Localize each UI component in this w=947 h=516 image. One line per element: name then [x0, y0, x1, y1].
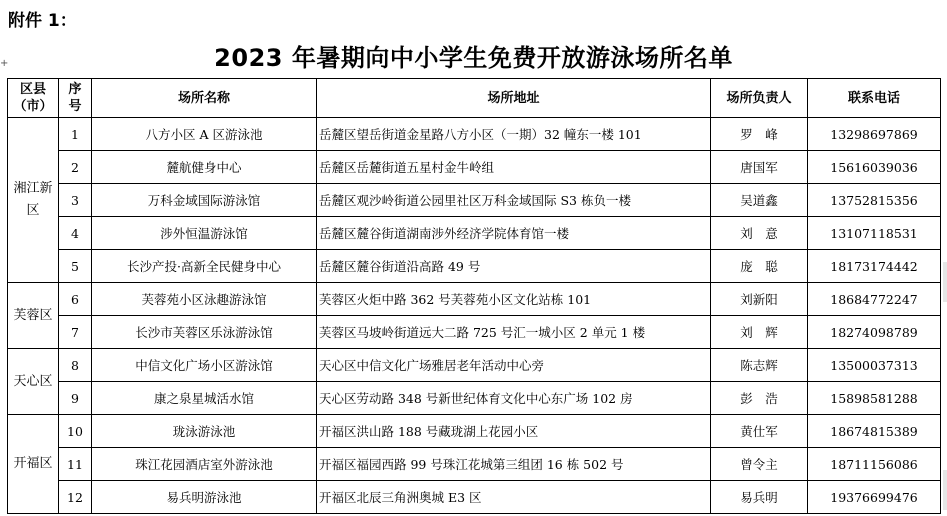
- venue-address: 开福区洪山路 188 号藏珑湖上花园小区: [317, 415, 711, 448]
- table-row: [8, 250, 941, 283]
- venue-name: 涉外恒温游泳馆: [92, 217, 317, 250]
- venue-address: 芙蓉区马坡岭街道远大二路 725 号汇一城小区 2 单元 1 楼: [317, 316, 711, 349]
- table-row: [8, 382, 941, 415]
- district-cell: 湘江新区: [8, 118, 59, 283]
- venue-name: 芙蓉苑小区泳趣游泳馆: [92, 283, 317, 316]
- row-number: 5: [59, 250, 92, 283]
- venue-phone: 15616039036: [808, 151, 941, 184]
- venue-manager: 刘新阳: [711, 283, 808, 316]
- venue-manager: 罗 峰: [711, 118, 808, 151]
- venue-address: 岳麓区望岳街道金星路八方小区（一期）32 幢东一楼 101: [317, 118, 711, 151]
- venue-manager: 易兵明: [711, 481, 808, 514]
- venue-manager: 刘 意: [711, 217, 808, 250]
- document-title: 2023 年暑期向中小学生免费开放游泳场所名单: [214, 44, 733, 72]
- venue-phone: 19376699476: [808, 481, 941, 514]
- page-edge-mark: [943, 470, 947, 510]
- venue-phone: 18684772247: [808, 283, 941, 316]
- row-number: 2: [59, 151, 92, 184]
- header-row: [8, 79, 941, 118]
- row-number: 1: [59, 118, 92, 151]
- venue-address: 天心区中信文化广场雅居老年活动中心旁: [317, 349, 711, 382]
- venue-phone: 13500037313: [808, 349, 941, 382]
- venue-address: 岳麓区麓谷街道湖南涉外经济学院体育馆一楼: [317, 217, 711, 250]
- header-manager: 场所负责人: [711, 79, 808, 118]
- district-cell: 芙蓉区: [8, 283, 59, 349]
- header-number: 序号: [59, 79, 92, 118]
- venue-phone: 18173174442: [808, 250, 941, 283]
- venue-name: 中信文化广场小区游泳馆: [92, 349, 317, 382]
- venue-phone: 13107118531: [808, 217, 941, 250]
- row-number: 12: [59, 481, 92, 514]
- row-number: 4: [59, 217, 92, 250]
- row-number: 7: [59, 316, 92, 349]
- venue-address: 岳麓区岳麓街道五星村金牛岭组: [317, 151, 711, 184]
- venue-manager: 吴道鑫: [711, 184, 808, 217]
- table-row: [8, 481, 941, 514]
- venue-manager: 刘 辉: [711, 316, 808, 349]
- venue-address: 岳麓区观沙岭街道公园里社区万科金域国际 S3 栋负一楼: [317, 184, 711, 217]
- header-venue-name: 场所名称: [92, 79, 317, 118]
- venue-manager: 曾令主: [711, 448, 808, 481]
- table-row: [8, 283, 941, 316]
- venue-name: 万科金域国际游泳馆: [92, 184, 317, 217]
- table-row: [8, 316, 941, 349]
- table-row: [8, 151, 941, 184]
- row-number: 10: [59, 415, 92, 448]
- venue-address: 芙蓉区火炬中路 362 号芙蓉苑小区文化站栋 101: [317, 283, 711, 316]
- venue-phone: 18711156086: [808, 448, 941, 481]
- header-district: 区县（市）: [8, 79, 59, 118]
- header-phone: 联系电话: [808, 79, 941, 118]
- venue-address: 岳麓区麓谷街道沿高路 49 号: [317, 250, 711, 283]
- district-cell: 天心区: [8, 349, 59, 415]
- venue-name: 麓航健身中心: [92, 151, 317, 184]
- venue-name: 长沙产投·高新全民健身中心: [92, 250, 317, 283]
- venue-manager: 彭 浩: [711, 382, 808, 415]
- venue-name: 珑泳游泳池: [92, 415, 317, 448]
- venue-manager: 唐国军: [711, 151, 808, 184]
- row-number: 6: [59, 283, 92, 316]
- venue-name: 康之泉星城活水馆: [92, 382, 317, 415]
- venue-address: 天心区劳动路 348 号新世纪体育文化中心东广场 102 房: [317, 382, 711, 415]
- attachment-label: 附件 1：: [8, 11, 77, 31]
- venue-name: 易兵明游泳池: [92, 481, 317, 514]
- table-row: [8, 415, 941, 448]
- row-number: 11: [59, 448, 92, 481]
- venue-name: 长沙市芙蓉区乐泳游泳馆: [92, 316, 317, 349]
- venue-address: 开福区福园西路 99 号珠江花城第三组团 16 栋 502 号: [317, 448, 711, 481]
- venue-phone: 13752815356: [808, 184, 941, 217]
- table-row: [8, 349, 941, 382]
- venue-phone: 15898581288: [808, 382, 941, 415]
- table-row: [8, 217, 941, 250]
- venue-manager: 庞 聪: [711, 250, 808, 283]
- venue-manager: 陈志辉: [711, 349, 808, 382]
- venue-phone: 18674815389: [808, 415, 941, 448]
- row-number: 3: [59, 184, 92, 217]
- venue-phone: 18274098789: [808, 316, 941, 349]
- table-row: [8, 184, 941, 217]
- venue-table: [7, 78, 941, 514]
- venue-manager: 黄仕军: [711, 415, 808, 448]
- margin-marker: +: [0, 58, 9, 69]
- header-venue-address: 场所地址: [317, 79, 711, 118]
- row-number: 9: [59, 382, 92, 415]
- page-edge-mark: [943, 262, 947, 302]
- venue-address: 开福区北辰三角洲奥城 E3 区: [317, 481, 711, 514]
- table-row: [8, 448, 941, 481]
- table-row: [8, 118, 941, 151]
- district-cell: 开福区: [8, 415, 59, 514]
- venue-name: 八方小区 A 区游泳池: [92, 118, 317, 151]
- row-number: 8: [59, 349, 92, 382]
- venue-name: 珠江花园酒店室外游泳池: [92, 448, 317, 481]
- venue-phone: 13298697869: [808, 118, 941, 151]
